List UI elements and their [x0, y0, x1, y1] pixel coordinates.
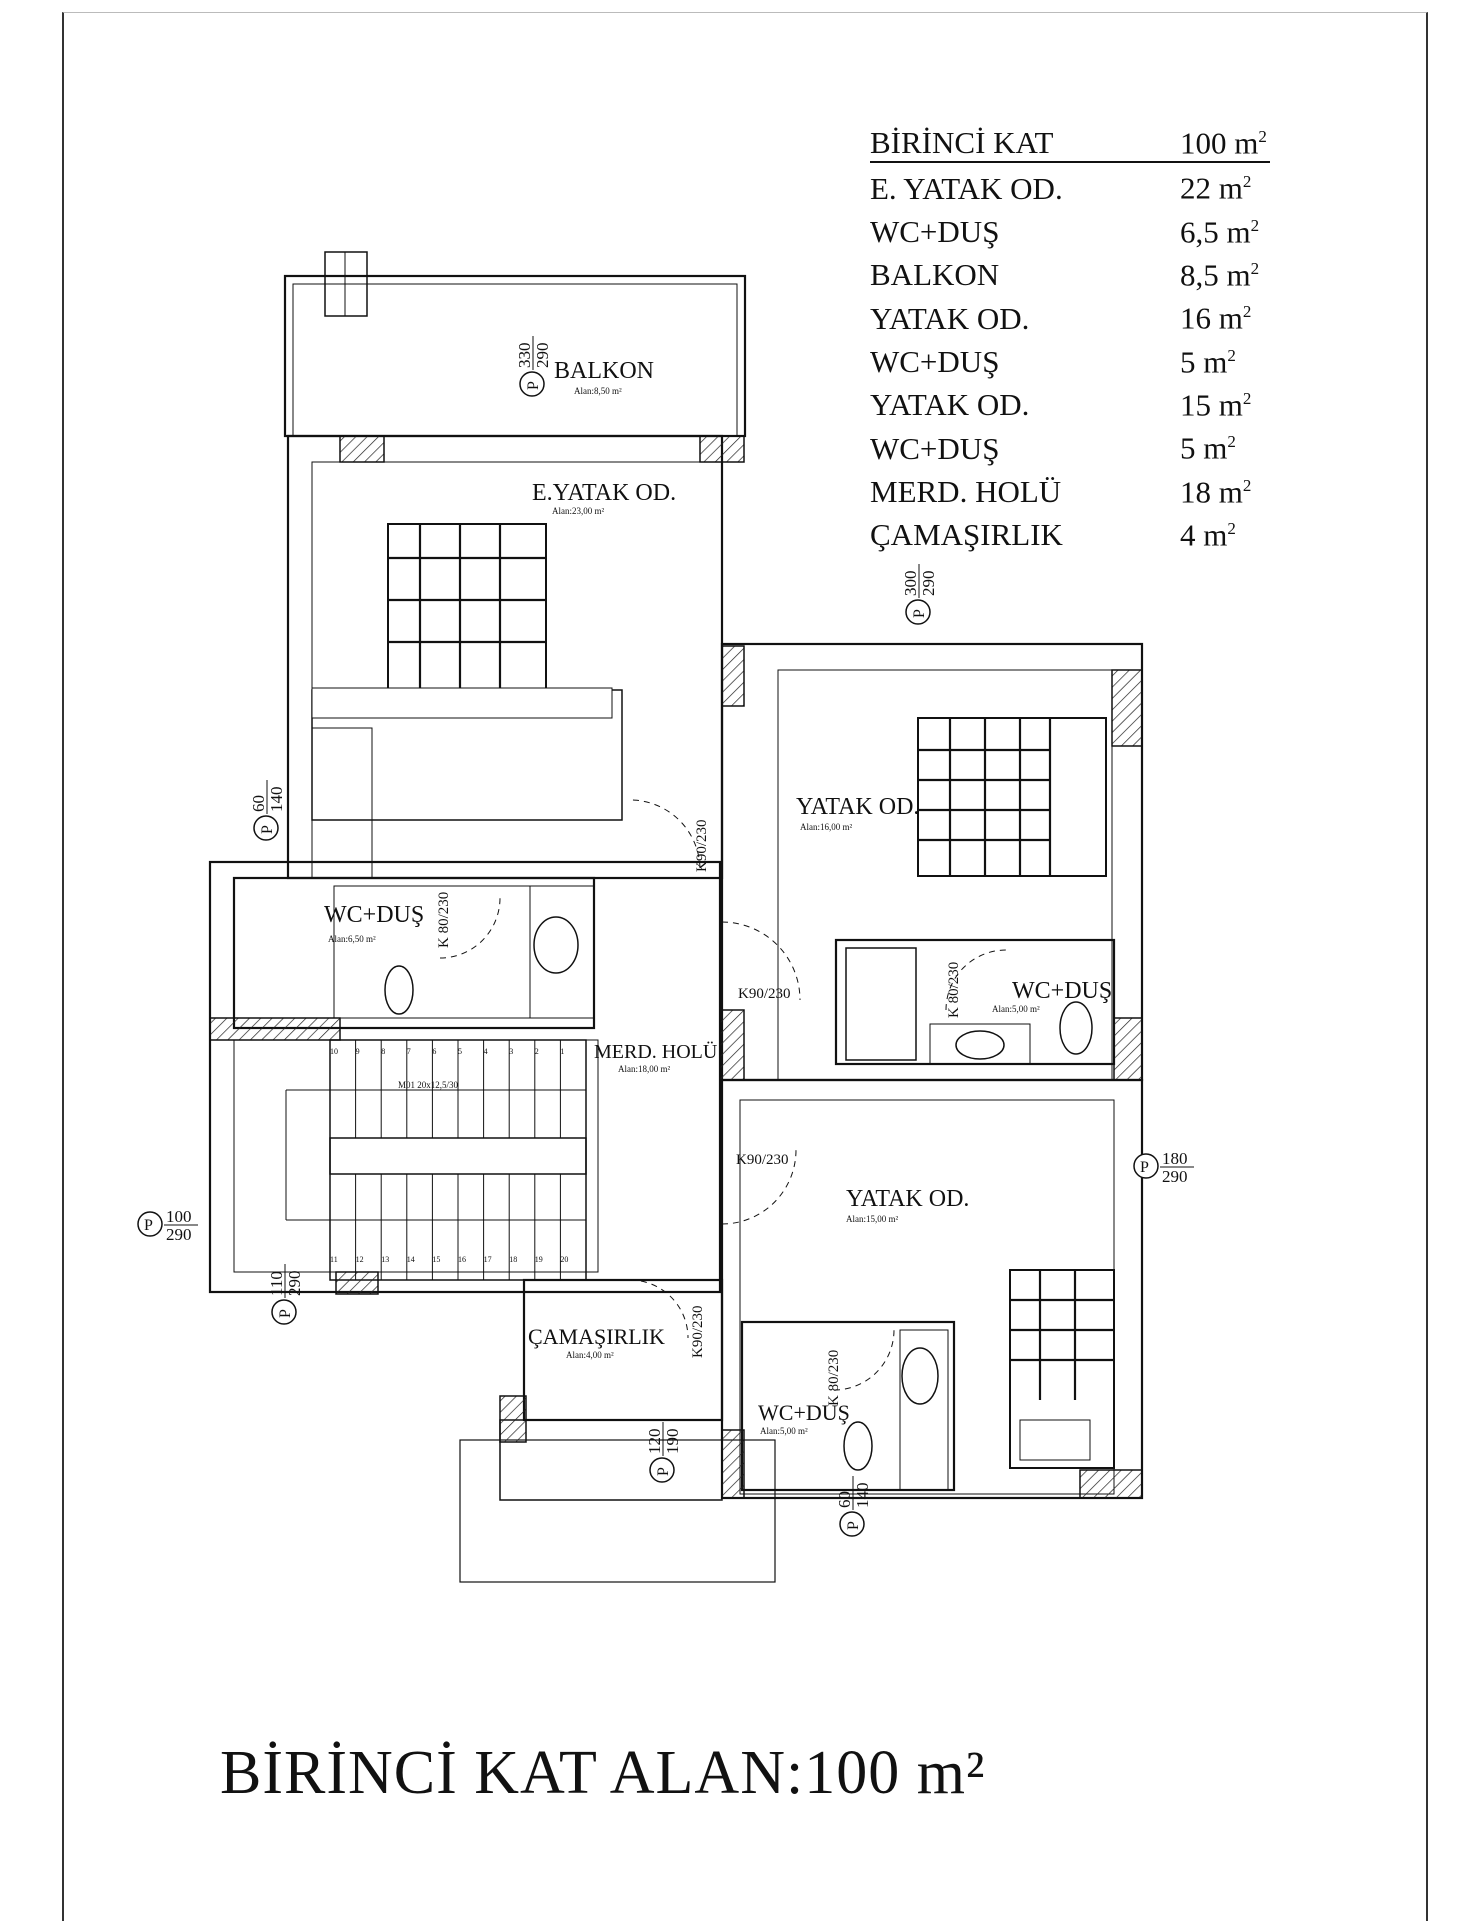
- bedroom1-walls: [722, 644, 1142, 1080]
- page-title: BİRİNCİ KAT ALAN:100 m²: [220, 1739, 986, 1807]
- window-tag: [267, 1264, 304, 1324]
- window-tag-code: P: [277, 1309, 294, 1318]
- stair-step-number: 19: [534, 1255, 543, 1264]
- label-laundry: ÇAMAŞIRLIK: [528, 1324, 665, 1349]
- window-tag: [249, 780, 286, 840]
- stair-step-number: 2: [534, 1047, 539, 1056]
- area-row-value: 5 $m^2$: [1180, 430, 1236, 466]
- area-wc3: Alan:5,00 m²: [760, 1426, 808, 1436]
- stair-step-number: 10: [330, 1047, 338, 1056]
- area-row-value: 8,5 $m^2$: [1180, 257, 1260, 293]
- area-hall: Alan:18,00 m²: [618, 1064, 671, 1074]
- window-tag-width: 300: [901, 570, 920, 596]
- area-master-bedroom: Alan:23,00 m²: [552, 506, 605, 516]
- area-row-value: 18 $m^2$: [1180, 473, 1252, 509]
- window-tag: [645, 1422, 682, 1482]
- area-row-value: 100 $m^2$: [1180, 125, 1267, 161]
- window-tags: [138, 336, 1194, 1536]
- window-tag-width: 110: [267, 1271, 286, 1296]
- window-tag-code: P: [911, 609, 928, 618]
- stair-step-number: 14: [406, 1255, 415, 1264]
- area-row-label: ÇAMAŞIRLIK: [870, 517, 1063, 553]
- structural-columns: [210, 436, 1142, 1498]
- window-tag-height: 290: [166, 1225, 192, 1244]
- window-tag-code: P: [1140, 1159, 1149, 1176]
- door-label-d1: K90/230: [694, 819, 710, 872]
- label-wc1: WC+DUŞ: [324, 902, 425, 928]
- stair-step-number: 4: [483, 1047, 488, 1056]
- window-tag-code: P: [144, 1217, 153, 1234]
- area-row-label: YATAK OD.: [870, 300, 1030, 336]
- window-tag-height: 290: [919, 570, 938, 596]
- area-row-label: WC+DUŞ: [870, 430, 1000, 466]
- window-tag-width: 330: [515, 342, 534, 368]
- area-row-label: MERD. HOLÜ: [870, 473, 1062, 509]
- stair-step-number: 5: [458, 1047, 462, 1056]
- window-tag-width: 60: [835, 1491, 854, 1508]
- stair-step-number: 3: [509, 1047, 514, 1056]
- area-row-label: WC+DUŞ: [870, 213, 1000, 249]
- sink-wc3: [902, 1348, 938, 1404]
- stair-numbers-top: [330, 1047, 564, 1056]
- label-hall: MERD. HOLÜ: [594, 1041, 718, 1063]
- label-bedroom1: YATAK OD.: [796, 794, 920, 820]
- sink-wc2: [956, 1031, 1004, 1059]
- window-tag: [138, 1207, 198, 1244]
- area-row-value: 6,5 $m^2$: [1180, 213, 1260, 249]
- sink-wc1: [534, 917, 578, 973]
- door-label-d5: K90/230: [736, 1152, 789, 1168]
- window-tag-width: 120: [645, 1428, 664, 1454]
- stair-step-number: 7: [406, 1047, 411, 1056]
- window-tag-height: 190: [663, 1428, 682, 1454]
- stair-step-number: 11: [330, 1255, 338, 1264]
- stair-steps: [330, 1040, 586, 1280]
- door-label-d2: K 80/230: [436, 891, 452, 948]
- area-balkon: Alan:8,50 m²: [574, 386, 622, 396]
- area-row-value: 5 $m^2$: [1180, 343, 1236, 379]
- stair-step-number: 20: [560, 1255, 569, 1264]
- label-balkon: BALKON: [554, 358, 654, 384]
- window-tag-height: 290: [533, 342, 552, 368]
- window-tag-height: 140: [267, 786, 286, 812]
- stair-step-number: 6: [432, 1047, 437, 1056]
- stair-step-number: 17: [483, 1255, 492, 1264]
- window-tag-code: P: [655, 1467, 672, 1476]
- area-row-label: BALKON: [870, 257, 1000, 293]
- window-tag-height: 140: [853, 1482, 872, 1508]
- stair-step-number: 12: [355, 1255, 364, 1264]
- label-wc3: WC+DUŞ: [758, 1400, 850, 1425]
- area-laundry: Alan:4,00 m²: [566, 1350, 614, 1360]
- label-wc2: WC+DUŞ: [1012, 978, 1113, 1004]
- window-tag-code: P: [525, 381, 542, 390]
- master-bed: [388, 524, 546, 710]
- stair-numbers-bottom: [330, 1255, 568, 1264]
- window-tag-height: 290: [285, 1270, 304, 1296]
- label-bedroom2: YATAK OD.: [846, 1186, 970, 1212]
- area-row-value: 22 $m^2$: [1180, 170, 1252, 206]
- door-label-d6: K90/230: [690, 1305, 706, 1358]
- area-wc1: Alan:6,50 m²: [328, 934, 376, 944]
- door-label-d7: K 80/230: [826, 1349, 842, 1406]
- area-row-value: 16 $m^2$: [1180, 300, 1252, 336]
- window-tag-width: 60: [249, 795, 268, 812]
- window-tag-code: P: [259, 825, 276, 834]
- area-wc2: Alan:5,00 m²: [992, 1004, 1040, 1014]
- toilet-wc1: [385, 966, 413, 1014]
- area-row-label: E. YATAK OD.: [870, 170, 1063, 206]
- window-tag: [515, 336, 552, 396]
- area-bedroom2: Alan:15,00 m²: [846, 1214, 899, 1224]
- label-master-bedroom: E.YATAK OD.: [532, 480, 677, 506]
- stair-step-number: 18: [509, 1255, 518, 1264]
- stair-step-number: 8: [381, 1047, 386, 1056]
- window-tag-width: 180: [1162, 1149, 1188, 1168]
- stair-step-number: 15: [432, 1255, 441, 1264]
- door-label-d4: K 80/230: [946, 961, 962, 1018]
- door-label-d3: K90/230: [738, 986, 791, 1002]
- area-row-label: YATAK OD.: [870, 387, 1030, 423]
- wc1-walls: [234, 878, 594, 1028]
- window-tag-height: 290: [1162, 1167, 1188, 1186]
- stair-step-number: 13: [381, 1255, 390, 1264]
- area-row-value: 15 $m^2$: [1180, 387, 1252, 423]
- toilet-wc3: [844, 1422, 872, 1470]
- hall-walls: [210, 862, 720, 1292]
- shower-wc2: [846, 948, 916, 1060]
- stair-step-number: 1: [560, 1047, 565, 1056]
- area-bedroom1: Alan:16,00 m²: [800, 822, 853, 832]
- area-row-label: WC+DUŞ: [870, 343, 1000, 379]
- window-tag-width: 100: [166, 1207, 192, 1226]
- toilet-wc2: [1060, 1002, 1092, 1054]
- window-tag-code: P: [845, 1521, 862, 1530]
- stair-code: M01 20x12,5/30: [398, 1080, 459, 1090]
- stair-step-number: 16: [458, 1255, 466, 1264]
- bed1: [918, 718, 1106, 876]
- window-tag: [835, 1476, 872, 1536]
- window-tag: [901, 564, 938, 624]
- stair-step-number: 9: [355, 1047, 360, 1056]
- area-row-label: BİRİNCİ KAT: [870, 125, 1054, 161]
- area-row-value: 4 $m^2$: [1180, 517, 1236, 553]
